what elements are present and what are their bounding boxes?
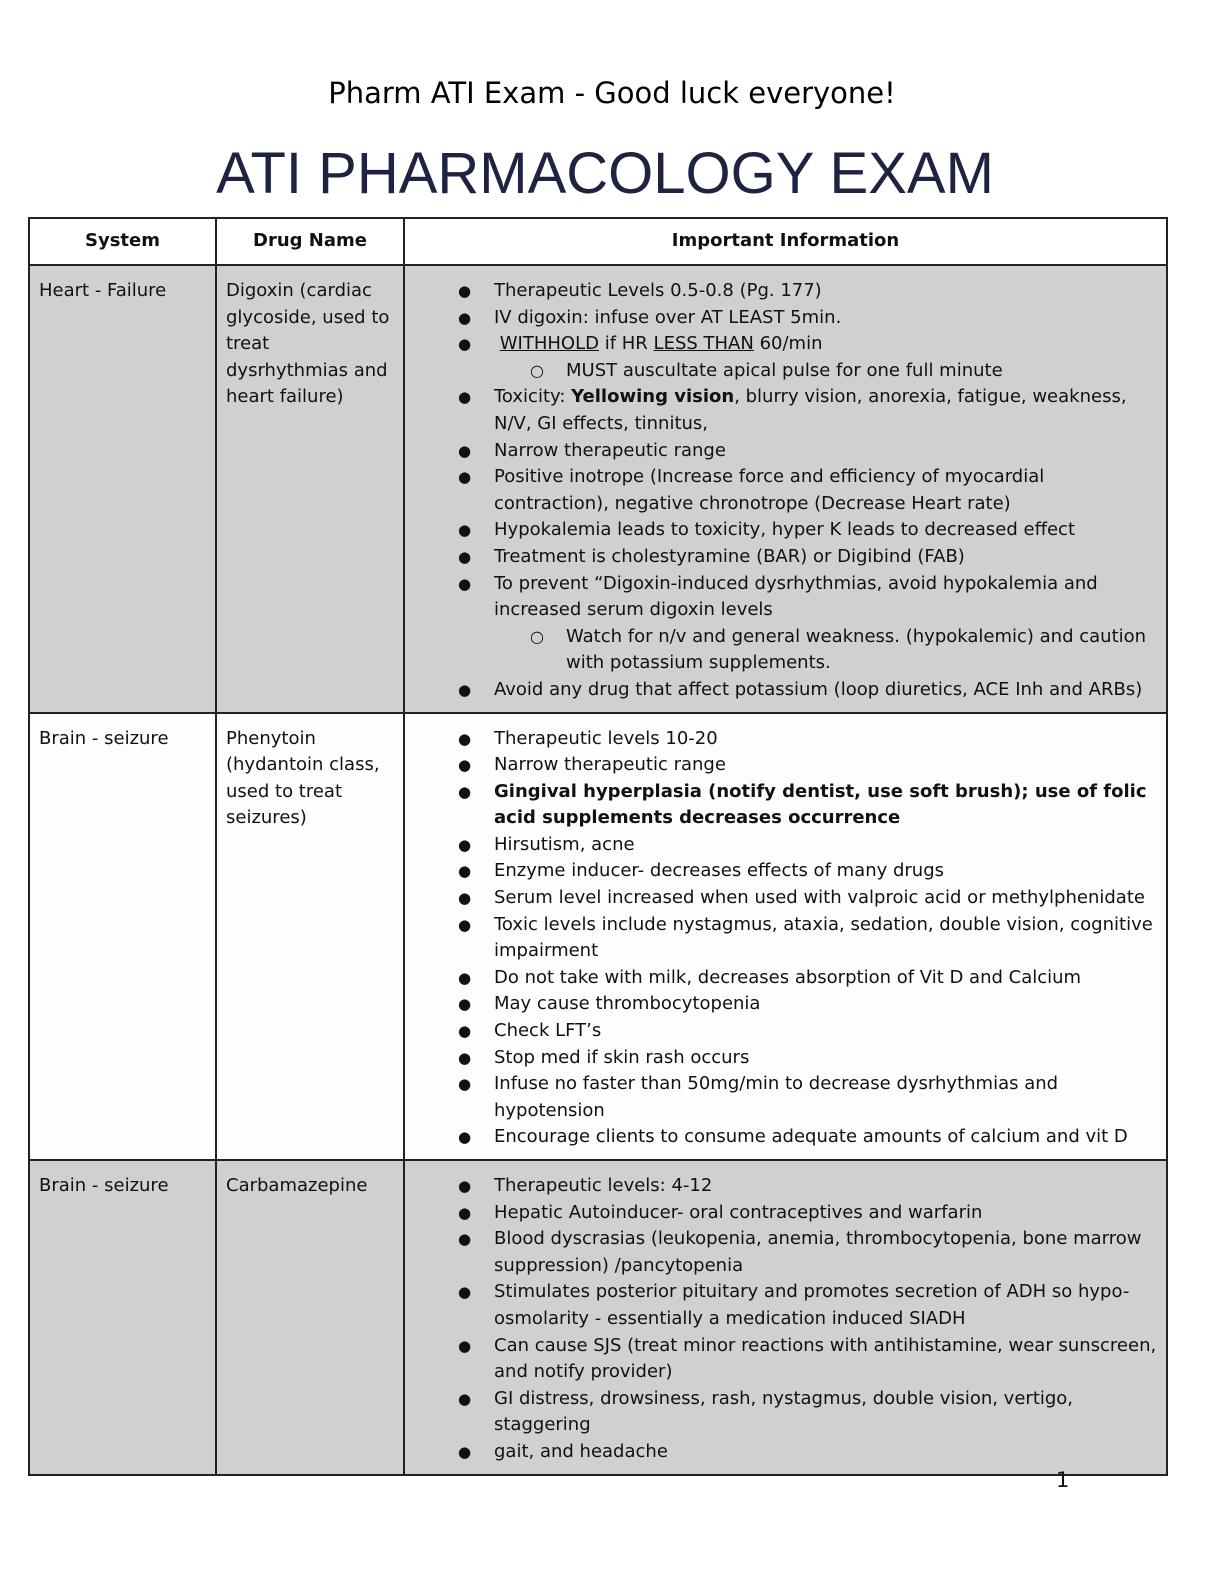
list-item: ● Hypokalemia leads to toxicity, hyper K leads to decreased effect [414,517,1158,544]
sub-list-item: ○ Watch for n/v and general weakness. (hypokalemic) and caution with potassium supplements. [414,624,1158,677]
info-list [414,278,1158,704]
page-number: 1 [1056,1468,1070,1492]
info-cell [404,265,1167,713]
drug-name-cell: Digoxin (cardiac glycoside, used to treat dysrhythmias and heart failure) [216,265,404,713]
text-run: , blurry vision, anorexia, fatigue, weakness, N/V, GI effects, tinnitus, [494,386,1127,434]
list-item: ● To prevent “Digoxin-induced dysrhythmias, avoid hypokalemia and increased serum digoxin levels [414,571,1158,624]
list-item: ● Narrow therapeutic range [414,752,1158,779]
list-item: ● Treatment is cholestyramine (BAR) or Digibind (FAB) [414,544,1158,571]
info-list [414,726,1158,1152]
list-item: ● Hirsutism, acne [414,832,1158,859]
list-item: ● Serum level increased when used with valproic acid or methylphenidate [414,885,1158,912]
list-item: ● Hepatic Autoinducer- oral contraceptives and warfarin [414,1200,1158,1227]
column-header-important-information: Important Information [404,218,1167,265]
system-cell: Brain - seizure [29,1160,216,1475]
system-cell: Brain - seizure [29,713,216,1161]
drug-name-cell: Phenytoin (hydantoin class, used to treat seizures) [216,713,404,1161]
column-header-drug-name: Drug Name [216,218,404,265]
list-item: ● Stimulates posterior pituitary and promotes secretion of ADH so hypo-osmolarity - essentially a medication induced SIADH [414,1279,1158,1332]
list-item: ● May cause thrombocytopenia [414,991,1158,1018]
list-item: ● Check LFT’s [414,1018,1158,1045]
column-header-system: System [29,218,216,265]
table-header-row [29,218,1167,265]
list-item: ● GI distress, drowsiness, rash, nystagmus, double vision, vertigo, staggering [414,1386,1158,1439]
list-item: ● gait, and headache [414,1439,1158,1466]
list-item: ● Do not take with milk, decreases absorption of Vit D and Calcium [414,965,1158,992]
list-item: ● Gingival hyperplasia (notify dentist, use soft brush); use of folic acid supplements decreases occurrence [414,779,1158,832]
underlined-text: WITHHOLD [499,333,599,355]
list-item: ● Positive inotrope (Increase force and efficiency of myocardial contraction), negative chronotrope (Decrease Heart rate) [414,464,1158,517]
text-run: if HR [604,333,648,355]
list-item [414,384,1158,437]
list-item: ● Therapeutic Levels 0.5-0.8 (Pg. 177) [414,278,1158,305]
bold-text: Yellowing vision [571,386,735,408]
info-cell [404,713,1167,1161]
list-item: ● Therapeutic levels: 4-12 [414,1173,1158,1200]
list-item: ● Encourage clients to consume adequate amounts of calcium and vit D [414,1124,1158,1151]
info-cell [404,1160,1167,1475]
underlined-text: LESS THAN [653,333,754,355]
drug-table [28,217,1168,1476]
info-list [414,1173,1158,1466]
list-item: ● Toxic levels include nystagmus, ataxia, sedation, double vision, cognitive impairment [414,912,1158,965]
list-item: ● Can cause SJS (treat minor reactions with antihistamine, wear sunscreen, and notify provider) [414,1333,1158,1386]
list-item: ● Enzyme inducer- decreases effects of many drugs [414,858,1158,885]
table-row [29,265,1167,713]
list-item [414,331,1158,358]
table-row [29,713,1167,1161]
list-item: ● Avoid any drug that affect potassium (loop diuretics, ACE Inh and ARBs) [414,677,1158,704]
text-run: Toxicity: [494,386,566,408]
list-item: ● Therapeutic levels 10-20 [414,726,1158,753]
document-subtitle: Pharm ATI Exam - Good luck everyone! [328,76,896,110]
list-item: ● Infuse no faster than 50mg/min to decrease dysrhythmias and hypotension [414,1071,1158,1124]
list-item: ● Narrow therapeutic range [414,438,1158,465]
text-run: 60/min [759,333,823,355]
document-title: ATI PHARMACOLOGY EXAM [216,141,994,206]
list-item: ● Blood dyscrasias (leukopenia, anemia, thrombocytopenia, bone marrow suppression) /pancytopenia [414,1226,1158,1279]
system-cell: Heart - Failure [29,265,216,713]
list-item: ● Stop med if skin rash occurs [414,1045,1158,1072]
drug-name-cell: Carbamazepine [216,1160,404,1475]
table-row [29,1160,1167,1475]
list-item: ● IV digoxin: infuse over AT LEAST 5min. [414,305,1158,332]
sub-list-item: ○ MUST auscultate apical pulse for one full minute [414,358,1158,385]
